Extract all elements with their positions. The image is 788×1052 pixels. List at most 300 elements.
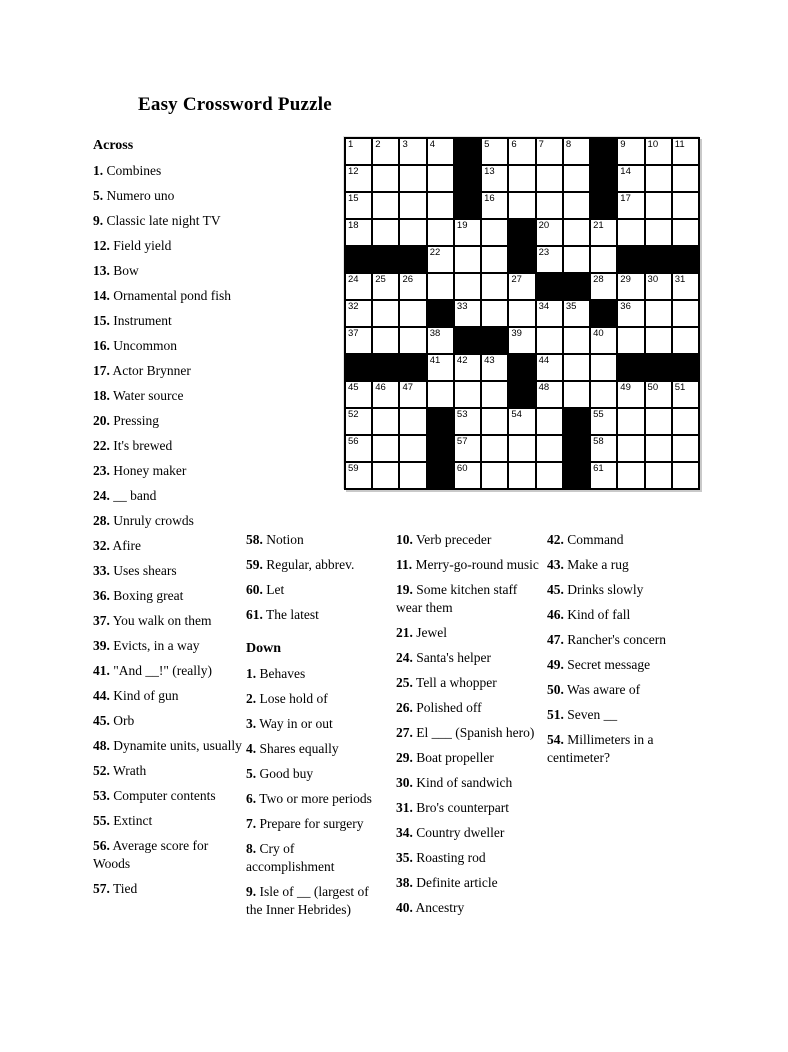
grid-cell[interactable] (591, 409, 616, 434)
grid-cell[interactable] (455, 409, 480, 434)
cell-number: 30 (647, 274, 659, 285)
grid-cell[interactable] (428, 355, 453, 380)
grid-cell[interactable] (509, 193, 534, 218)
grid-cell[interactable] (646, 274, 671, 299)
clue-down-4 (246, 740, 384, 758)
clue-text: Average score for Woods (93, 838, 209, 871)
grid-cell[interactable] (564, 193, 589, 218)
grid-cell[interactable] (673, 139, 698, 164)
grid-cell[interactable] (509, 274, 534, 299)
grid-cell[interactable] (537, 436, 562, 461)
clue-text: Kind of fall (567, 607, 631, 622)
cell-number: 3 (402, 139, 408, 150)
grid-cell-black (373, 355, 398, 380)
grid-cell[interactable] (618, 409, 643, 434)
grid-cell[interactable] (400, 139, 425, 164)
cell-number: 1 (348, 139, 354, 150)
clue-number: 24 . (396, 650, 413, 665)
grid-cell[interactable] (373, 166, 398, 191)
grid-cell[interactable] (455, 382, 480, 407)
grid-cell[interactable] (618, 328, 643, 353)
clue-text: Water source (113, 388, 184, 403)
grid-cell[interactable] (509, 166, 534, 191)
clue-number: 16 . (93, 338, 110, 353)
grid-cell[interactable] (646, 382, 671, 407)
cell-number: 34 (538, 301, 550, 312)
clue-across-41 (93, 662, 243, 680)
grid-cell[interactable] (482, 193, 507, 218)
grid-cell[interactable] (564, 382, 589, 407)
grid-cell[interactable] (618, 463, 643, 488)
grid-cell-black (346, 355, 371, 380)
grid-cell[interactable] (428, 274, 453, 299)
cell-number: 44 (538, 355, 550, 366)
clue-number: 2 . (246, 691, 256, 706)
grid-cell[interactable] (346, 409, 371, 434)
clue-number: 60 . (246, 582, 263, 597)
clue-number: 7 . (246, 816, 256, 831)
clue-number: 45 . (547, 582, 564, 597)
grid-cell[interactable] (455, 220, 480, 245)
clue-text: Regular, abbrev. (266, 557, 355, 572)
clue-text: Was aware of (567, 682, 641, 697)
cell-number: 23 (538, 247, 550, 258)
grid-cell[interactable] (673, 301, 698, 326)
cell-number: 19 (456, 220, 468, 231)
clue-number: 26 . (396, 700, 413, 715)
clue-down-24 (396, 649, 539, 667)
grid-cell[interactable] (673, 193, 698, 218)
cell-number: 25 (375, 274, 386, 285)
grid-cell[interactable] (373, 382, 398, 407)
grid-cell[interactable] (373, 436, 398, 461)
grid-cell[interactable] (673, 382, 698, 407)
clue-across-52 (93, 762, 243, 780)
grid-cell-black (373, 247, 398, 272)
grid-cell[interactable] (400, 220, 425, 245)
clue-number: 22 . (93, 438, 110, 453)
grid-cell[interactable] (428, 193, 453, 218)
grid-cell[interactable] (591, 274, 616, 299)
grid-cell-black (564, 463, 589, 488)
grid-cell-black (509, 220, 534, 245)
grid-cell[interactable] (482, 355, 507, 380)
grid-cell[interactable] (455, 436, 480, 461)
grid-cell[interactable] (346, 463, 371, 488)
grid-cell[interactable] (646, 166, 671, 191)
cell-number: 8 (565, 139, 572, 150)
cell-number: 60 (456, 463, 468, 474)
clue-text: Wrath (113, 763, 147, 778)
grid-cell[interactable] (537, 247, 562, 272)
grid-cell[interactable] (400, 193, 425, 218)
grid-cell[interactable] (373, 328, 398, 353)
grid-cell[interactable] (482, 247, 507, 272)
grid-cell-black (509, 247, 534, 272)
grid-cell[interactable] (564, 301, 589, 326)
clue-across-60 (246, 581, 384, 599)
grid-cell[interactable] (482, 274, 507, 299)
grid-cell-black (428, 436, 453, 461)
clue-text: Numero uno (106, 188, 175, 203)
clue-number: 12 . (93, 238, 110, 253)
clue-number: 31 . (396, 800, 413, 815)
clue-across-37 (93, 612, 243, 630)
grid-cell-black (646, 355, 671, 380)
clue-number: 58 . (246, 532, 263, 547)
cell-number: 26 (402, 274, 414, 285)
grid-cell[interactable] (400, 328, 425, 353)
grid-cell[interactable] (618, 193, 643, 218)
grid-cell[interactable] (373, 139, 398, 164)
clue-down-19 (396, 581, 539, 617)
grid-cell[interactable] (618, 382, 643, 407)
clue-text: Country dweller (416, 825, 505, 840)
grid-cell[interactable] (482, 382, 507, 407)
clue-across-14 (93, 287, 243, 305)
clue-text: You walk on them (112, 613, 212, 628)
grid-cell[interactable] (537, 355, 562, 380)
grid-cell[interactable] (509, 328, 534, 353)
grid-cell[interactable] (537, 382, 562, 407)
clue-across-58 (246, 531, 384, 549)
grid-cell[interactable] (646, 220, 671, 245)
grid-cell[interactable] (618, 139, 643, 164)
grid-cell[interactable] (673, 463, 698, 488)
clues-column-2 (246, 531, 384, 926)
clue-text: "And __!" (really) (113, 663, 212, 678)
clue-text: Definite article (416, 875, 498, 890)
clue-number: 1 . (246, 666, 256, 681)
grid-cell[interactable] (646, 436, 671, 461)
cell-number: 18 (348, 220, 359, 231)
clue-number: 3 . (246, 716, 256, 731)
grid-cell[interactable] (646, 139, 671, 164)
grid-cell[interactable] (509, 301, 534, 326)
cell-number: 11 (674, 139, 685, 150)
clue-number: 51 . (547, 707, 564, 722)
grid-cell[interactable] (509, 139, 534, 164)
grid-cell[interactable] (455, 274, 480, 299)
clue-text: Field yield (113, 238, 172, 253)
grid-cell[interactable] (564, 328, 589, 353)
clue-down-30 (396, 774, 539, 792)
clue-across-36 (93, 587, 243, 605)
cell-number: 20 (538, 220, 550, 231)
grid-cell[interactable] (537, 220, 562, 245)
grid-cell-black (591, 139, 616, 164)
grid-cell[interactable] (346, 193, 371, 218)
cell-number: 13 (484, 166, 495, 177)
grid-cell[interactable] (482, 139, 507, 164)
clue-text: Tell a whopper (416, 675, 497, 690)
grid-cell[interactable] (564, 355, 589, 380)
clue-number: 45 . (93, 713, 110, 728)
grid-cell[interactable] (346, 328, 371, 353)
clues-column-4 (547, 531, 700, 774)
cell-number: 47 (402, 382, 414, 393)
clue-text: Bro's counterpart (416, 800, 510, 815)
grid-cell[interactable] (346, 139, 371, 164)
page-title: Easy Crossword Puzzle (138, 94, 332, 115)
grid-cell[interactable] (373, 409, 398, 434)
grid-cell[interactable] (373, 463, 398, 488)
grid-cell[interactable] (646, 463, 671, 488)
grid-cell[interactable] (537, 301, 562, 326)
across-section-header: Across (93, 138, 134, 153)
clue-number: 29 . (396, 750, 413, 765)
grid-cell[interactable] (428, 220, 453, 245)
grid-cell-black (482, 328, 507, 353)
grid-cell[interactable] (509, 409, 534, 434)
cell-number: 16 (484, 193, 495, 204)
clue-number: 25 . (396, 675, 413, 690)
grid-cell[interactable] (346, 166, 371, 191)
clue-down-11 (396, 556, 539, 574)
clue-text: Combines (106, 163, 162, 178)
grid-cell[interactable] (346, 382, 371, 407)
grid-cell[interactable] (591, 463, 616, 488)
grid-cell[interactable] (455, 463, 480, 488)
grid-cell[interactable] (591, 328, 616, 353)
cell-number: 2 (375, 139, 381, 150)
crossword-grid (344, 137, 700, 490)
clue-text: Extinct (113, 813, 153, 828)
clue-number: 6 . (246, 791, 256, 806)
grid-cell[interactable] (591, 220, 616, 245)
cell-number: 9 (620, 139, 626, 150)
cell-number: 36 (620, 301, 631, 312)
clue-number: 39 . (93, 638, 110, 653)
clue-number: 9 . (246, 884, 256, 899)
grid-cell[interactable] (646, 301, 671, 326)
grid-cell[interactable] (509, 436, 534, 461)
grid-cell[interactable] (673, 328, 698, 353)
clue-text: Millimeters in a centimeter? (547, 732, 654, 765)
grid-cell[interactable] (400, 166, 425, 191)
grid-cell-black (400, 247, 425, 272)
grid-cell[interactable] (618, 274, 643, 299)
grid-cell[interactable] (400, 409, 425, 434)
clue-text: Orb (113, 713, 135, 728)
grid-cell[interactable] (428, 382, 453, 407)
grid-cell[interactable] (373, 193, 398, 218)
grid-cell[interactable] (591, 436, 616, 461)
grid-cell[interactable] (537, 328, 562, 353)
grid-cell[interactable] (482, 166, 507, 191)
clue-text: Kind of gun (113, 688, 179, 703)
cell-number: 38 (429, 328, 441, 339)
grid-cell[interactable] (373, 220, 398, 245)
grid-cell[interactable] (618, 220, 643, 245)
clue-across-32 (93, 537, 243, 555)
down-clues-list-1 (246, 665, 384, 919)
clue-text: Afire (112, 538, 141, 553)
grid-cell[interactable] (455, 301, 480, 326)
grid-cell[interactable] (618, 166, 643, 191)
grid-cell[interactable] (537, 409, 562, 434)
grid-cell[interactable] (428, 166, 453, 191)
grid-cell[interactable] (346, 301, 371, 326)
grid-cell[interactable] (673, 166, 698, 191)
grid-cell-black (537, 274, 562, 299)
grid-cell[interactable] (455, 247, 480, 272)
clue-number: 18 . (93, 388, 110, 403)
grid-cell[interactable] (537, 139, 562, 164)
across-clues-list (93, 162, 243, 898)
grid-cell[interactable] (455, 355, 480, 380)
grid-cell[interactable] (346, 220, 371, 245)
clue-number: 47 . (547, 632, 564, 647)
grid-cell[interactable] (564, 247, 589, 272)
grid-cell-black (618, 355, 643, 380)
clue-number: 13 . (93, 263, 110, 278)
clue-down-26 (396, 699, 539, 717)
cell-number: 27 (511, 274, 522, 285)
grid-cell[interactable] (646, 409, 671, 434)
grid-cell[interactable] (591, 355, 616, 380)
grid-cell-black (673, 355, 698, 380)
clue-text: Verb preceder (416, 532, 492, 547)
grid-cell[interactable] (646, 328, 671, 353)
clue-down-43 (547, 556, 700, 574)
clue-down-47 (547, 631, 700, 649)
clue-number: 30 . (396, 775, 413, 790)
clue-across-53 (93, 787, 243, 805)
grid-cell[interactable] (373, 274, 398, 299)
grid-cell[interactable] (373, 301, 398, 326)
clue-down-50 (547, 681, 700, 699)
clue-down-34 (396, 824, 539, 842)
grid-cell[interactable] (482, 463, 507, 488)
clue-text: Two or more periods (259, 791, 372, 806)
clue-number: 27 . (396, 725, 413, 740)
clue-number: 42 . (547, 532, 564, 547)
grid-cell[interactable] (509, 463, 534, 488)
cell-number: 4 (429, 139, 435, 150)
grid-cell[interactable] (400, 436, 425, 461)
clue-across-61 (246, 606, 384, 624)
grid-cell[interactable] (400, 274, 425, 299)
clue-number: 10 . (396, 532, 413, 547)
grid-cell[interactable] (482, 220, 507, 245)
clue-text: Bow (113, 263, 139, 278)
clue-down-10 (396, 531, 539, 549)
clue-across-18 (93, 387, 243, 405)
clue-number: 53 . (93, 788, 110, 803)
grid-cell[interactable] (537, 193, 562, 218)
grid-cell[interactable] (564, 220, 589, 245)
clue-down-31 (396, 799, 539, 817)
cell-number: 24 (348, 274, 359, 285)
grid-cell[interactable] (400, 382, 425, 407)
grid-cell[interactable] (482, 409, 507, 434)
clue-number: 5 . (246, 766, 256, 781)
clue-number: 38 . (396, 875, 413, 890)
grid-cell[interactable] (537, 463, 562, 488)
cell-number: 54 (511, 409, 522, 420)
grid-cell[interactable] (400, 463, 425, 488)
grid-cell-black (591, 166, 616, 191)
clue-text: Let (266, 582, 285, 597)
grid-cell[interactable] (618, 436, 643, 461)
clue-text: Boxing great (113, 588, 184, 603)
grid-cell[interactable] (482, 301, 507, 326)
clue-text: Isle of __ (largest of the Inner Hebrides) (246, 884, 369, 917)
clue-across-57 (93, 880, 243, 898)
cell-number: 33 (456, 301, 468, 312)
clue-text: Shares equally (259, 741, 339, 756)
clue-across-55 (93, 812, 243, 830)
grid-cell[interactable] (400, 301, 425, 326)
clue-text: Drinks slowly (567, 582, 644, 597)
grid-cell[interactable] (673, 409, 698, 434)
grid-cell[interactable] (673, 274, 698, 299)
cell-number: 53 (456, 409, 468, 420)
grid-cell[interactable] (564, 139, 589, 164)
clue-across-5 (93, 187, 243, 205)
clue-across-12 (93, 237, 243, 255)
grid-cell[interactable] (346, 436, 371, 461)
grid-cell-black (509, 355, 534, 380)
cell-number: 14 (620, 166, 631, 177)
clue-number: 43 . (547, 557, 564, 572)
grid-cell[interactable] (673, 436, 698, 461)
grid-cell[interactable] (646, 193, 671, 218)
grid-cell-black (428, 463, 453, 488)
clue-text: Computer contents (113, 788, 216, 803)
clue-text: Dynamite units, usually (113, 738, 242, 753)
clue-across-22 (93, 437, 243, 455)
grid-cell[interactable] (428, 247, 453, 272)
grid-cell[interactable] (537, 166, 562, 191)
clue-text: Uses shears (113, 563, 177, 578)
clue-text: Good buy (259, 766, 314, 781)
grid-cell-black (591, 193, 616, 218)
cell-number: 59 (348, 463, 359, 474)
grid-cell[interactable] (428, 139, 453, 164)
clue-down-1 (246, 665, 384, 683)
grid-cell[interactable] (591, 382, 616, 407)
grid-cell[interactable] (591, 247, 616, 272)
grid-cell-black (673, 247, 698, 272)
clue-number: 33 . (93, 563, 110, 578)
clue-across-39 (93, 637, 243, 655)
down-clues-list-2 (396, 531, 539, 917)
grid-cell-black (346, 247, 371, 272)
clue-text: Seven __ (567, 707, 618, 722)
clue-number: 17 . (93, 363, 110, 378)
clue-across-13 (93, 262, 243, 280)
grid-cell[interactable] (482, 436, 507, 461)
clue-text: Command (567, 532, 624, 547)
cell-number: 51 (674, 382, 686, 393)
grid-cell-black (400, 355, 425, 380)
clue-text: Cry of accomplishment (246, 841, 335, 874)
clue-across-20 (93, 412, 243, 430)
grid-cell[interactable] (618, 301, 643, 326)
clue-text: Santa's helper (416, 650, 492, 665)
cell-number: 40 (593, 328, 604, 339)
grid-cell[interactable] (564, 166, 589, 191)
cell-number: 50 (647, 382, 659, 393)
grid-cell-black (455, 328, 480, 353)
clue-number: 23 . (93, 463, 110, 478)
grid-cell[interactable] (346, 274, 371, 299)
grid-cell[interactable] (673, 220, 698, 245)
clue-across-17 (93, 362, 243, 380)
grid-cell[interactable] (428, 328, 453, 353)
